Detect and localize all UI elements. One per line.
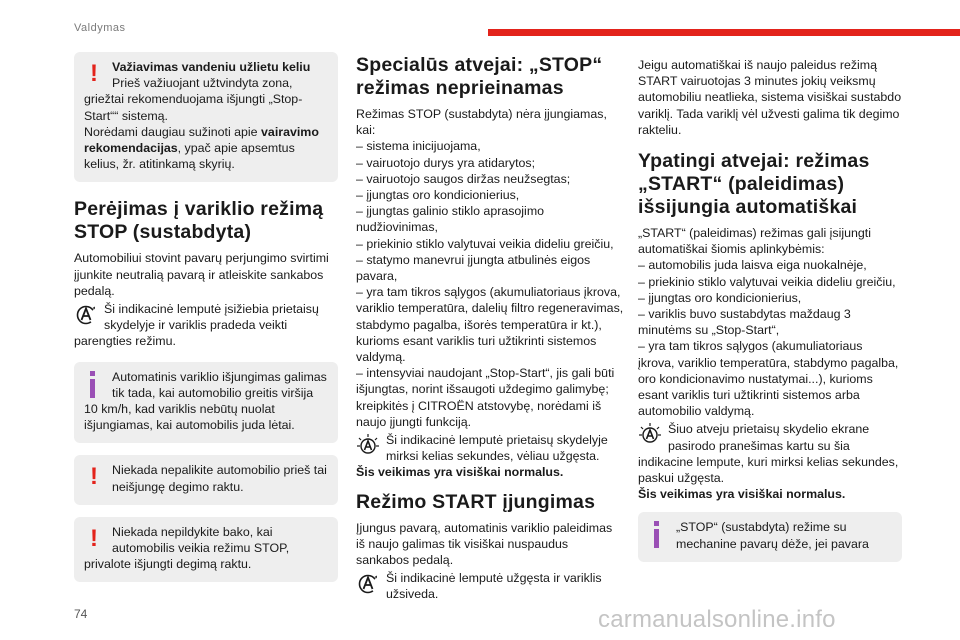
list-item: – yra tam tikros sąlygos (akumuliatoriaus įkrova, variklio temperatūra, dalelių filtro regeneravimas, stabdymo pagalba, išorės temperatūra ir kt.), kurioms esant variklis turi užtikrinti sistemos valdymą. xyxy=(356,285,624,365)
warning-title: Važiavimas vandeniu užlietu keliu xyxy=(112,60,311,74)
stop-indicator-paragraph xyxy=(74,301,338,350)
warning-more-info: Norėdami daugiau sužinoti apie vairavimo rekomendacijas, ypač apie apsemtus kelius, žr. atitinkamą skyrių. xyxy=(84,124,319,172)
special-indicator-paragraph xyxy=(356,432,624,464)
warning-text: Prieš važiuojant užtvindyta zona, griežtai rekomenduojama išjungti „Stop-Start““ sistemą. xyxy=(84,76,303,123)
blinking-auto-stop-indicator-icon xyxy=(356,433,380,457)
column-1 xyxy=(74,52,338,594)
list-item: – įjungtas oro kondicionierius, xyxy=(356,188,520,203)
special2-indicator-text: Šiuo atveju prietaisų skydelio ekrane pasirodo pranešimas kartu su šia indikacine lempute, kuri mirksi kelias sekundes, paskui užgęsta. xyxy=(638,422,899,486)
list-item: – vairuotojo saugos diržas neužsegtas; xyxy=(356,171,571,186)
section-title: Valdymas xyxy=(74,22,126,34)
warning-text: Niekada nepildykite bako, kai automobilis veikia režimu STOP, privalote išjungti degimą raktu. xyxy=(84,524,290,572)
page-number: 74 xyxy=(74,607,88,621)
header-accent-bar xyxy=(488,29,960,36)
list-item: – vairuotojo durys yra atidarytos; xyxy=(356,155,536,170)
heading-start-mode: Režimo START įjungimas xyxy=(356,490,596,513)
normal-operation-note: Šis veikimas yra visiškai normalus. xyxy=(638,487,846,502)
list-item: – automobilis juda laisva eiga nuokalnėje, xyxy=(638,258,867,273)
warning-icon: ! xyxy=(90,463,98,491)
heading-stop-mode: Perėjimas į variklio režimą STOP (sustabdyta) xyxy=(74,198,324,244)
info-box-speed xyxy=(74,362,338,444)
start-indicator-text: Ši indikacinė lemputė užgęsta ir variklis užsiveda. xyxy=(386,571,602,602)
column-2 xyxy=(356,54,624,603)
info-text: „STOP“ (sustabdyta) režime su mechanine pavarų dėže, jei pavara xyxy=(676,520,869,551)
stop-indicator-text: Ši indikacinė lemputė įsižiebia prietaisų skydelyje ir variklis pradeda veikti parengties režimu. xyxy=(74,302,319,349)
restart-paragraph: Jeigu automatiškai iš naujo paleidus režimą START vairuotojas 3 minutes jokių veiksmų automobiliu neatlieka, sistema visiškai sustabdo variklį. Tada variklį vėl užvesti galima tik degimo rakteliu. xyxy=(638,58,902,137)
heading-stop-unavailable: Specialūs atvejai: „STOP“ režimas neprieinamas xyxy=(356,54,603,99)
special-indicator-text: Ši indikacinė lemputė prietaisų skydelyje mirksi kelias sekundes, vėliau užgęsta. xyxy=(386,433,608,464)
auto-stop-indicator-icon xyxy=(74,302,98,326)
column-3 xyxy=(638,57,902,574)
list-item: – intensyviai naudojant „Stop-Start“, jis gali būti išjungtas, norint išsaugoti uždegimo galimybę; kreipkitės į CITROËN atstovybę, norėdami iš naujo įjungti funkciją. xyxy=(356,366,615,429)
watermark: carmanualsonline.info xyxy=(598,606,836,633)
warning-icon: ! xyxy=(90,60,98,87)
warning-box-ignition xyxy=(74,455,338,504)
info-icon xyxy=(86,371,102,401)
normal-operation-note: Šis veikimas yra visiškai normalus. xyxy=(356,465,564,480)
heading-start-auto: Ypatingi atvejai: režimas „START“ (paleidimas) išsijungia automatiškai xyxy=(638,150,870,219)
info-icon xyxy=(650,521,666,551)
start-paragraph: Įjungus pavarą, automatinis variklio paleidimas iš naujo galimas tik visiškai nuspaudus sankabos pedalą. xyxy=(356,520,613,568)
start-indicator-paragraph xyxy=(356,570,624,602)
special2-intro: „START“ (paleidimas) režimas gali įsijungti automatiškai šiomis aplinkybėmis: xyxy=(638,226,871,257)
special2-indicator-paragraph xyxy=(638,421,902,486)
special-intro: Režimas STOP (sustabdyta) nėra įjungiamas, kai: xyxy=(356,107,607,138)
list-item: – įjungtas galinio stiklo aprasojimo nudžiovinimas, xyxy=(356,204,545,235)
auto-start-indicator-icon xyxy=(356,571,380,595)
info-box-manual-gearbox xyxy=(638,512,902,561)
list-item: – įjungtas oro kondicionierius, xyxy=(638,290,802,305)
warning-box-refuel xyxy=(74,517,338,583)
list-item: – variklis buvo sustabdytas maždaug 3 minutėms su „Stop-Start“, xyxy=(638,307,851,338)
stop-paragraph: Automobiliui stovint pavarų perjungimo svirtimi įjunkite neutralią pavarą ir atleiskite sankabos pedalą. xyxy=(74,251,329,298)
warning-box-flooded-road xyxy=(74,52,338,182)
list-item: – priekinio stiklo valytuvai veikia dideliu greičiu, xyxy=(356,236,614,251)
blinking-auto-stop-indicator-icon xyxy=(638,422,662,446)
warning-text: Niekada nepalikite automobilio prieš tai neišjungę degimo raktu. xyxy=(112,463,327,494)
list-item: – sistema inicijuojama, xyxy=(356,139,481,154)
list-item: – yra tam tikros sąlygos (akumuliatoriaus įkrova, variklio temperatūra, stabdymo pagalba, oro kondicionavimo nustatymai...), kurioms esant variklis turi užtikrinti sistemos arba automobilio valdymą. xyxy=(638,339,899,419)
list-item: – statymo manevrui įjungta atbulinės eigos pavara, xyxy=(356,252,591,284)
list-item: – priekinio stiklo valytuvai veikia dideliu greičiu, xyxy=(638,274,896,289)
info-text: Automatinis variklio išjungimas galimas tik tada, kai automobilio greitis viršija 10 km/h, kad variklis nebūtų nuolat išjungiamas, kai automobilis juda lėtai. xyxy=(84,369,327,433)
warning-icon: ! xyxy=(90,524,98,552)
